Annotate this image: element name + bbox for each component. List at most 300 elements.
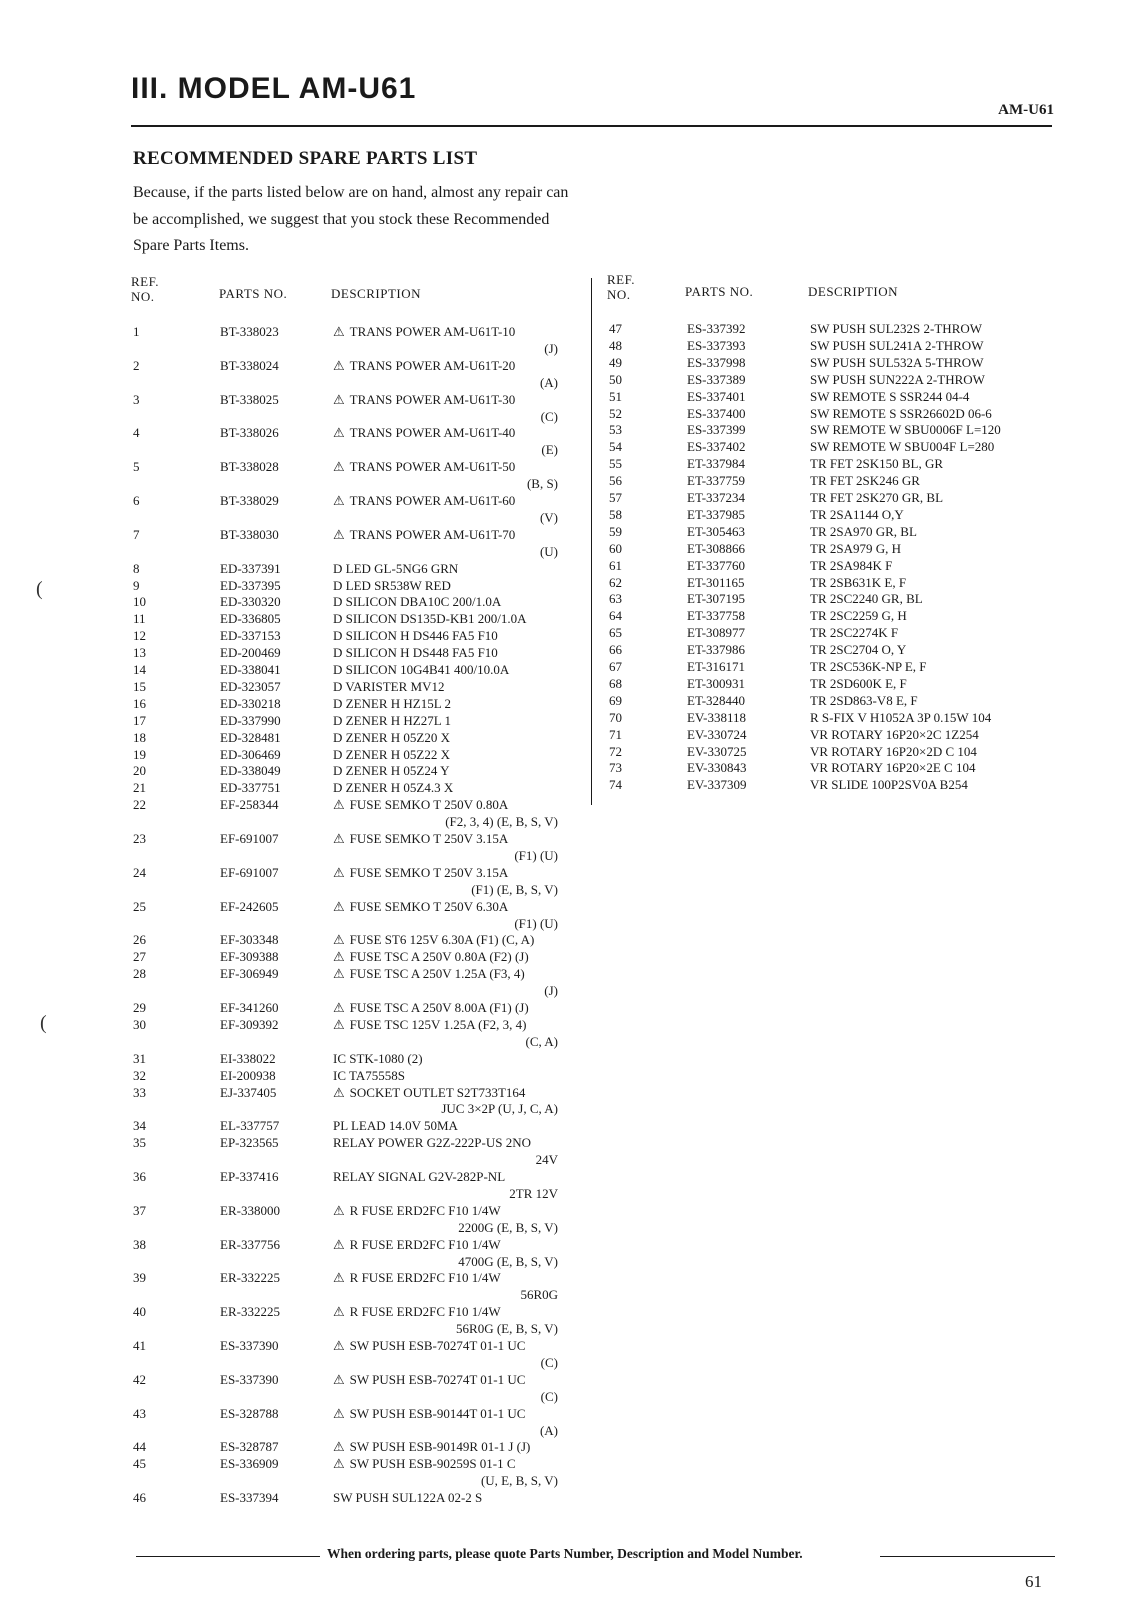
ref-no: 48 <box>609 337 622 353</box>
parts-no: ES-337390 <box>220 1338 279 1353</box>
description <box>333 1168 505 1185</box>
description-text: D SILICON H DS446 FA5 F10 <box>333 628 498 644</box>
description-continuation: (C) <box>540 1388 558 1404</box>
parts-no: ED-337751 <box>220 780 281 796</box>
page-number: 61 <box>1025 1572 1042 1591</box>
description-continuation: 56R0G (E, B, S, V) <box>456 1321 558 1337</box>
parts-no: EF-309388 <box>220 949 279 965</box>
description-text: R FUSE ERD2FC F10 1/4W <box>349 1202 501 1218</box>
table-row <box>0 540 1100 557</box>
parts-no: EF-303348 <box>220 932 279 948</box>
parts-no: EF-691007 <box>220 864 279 880</box>
description-text: D ZENER H 05Z4.3 X <box>333 780 454 796</box>
table-row <box>0 1269 600 1286</box>
warning-icon: ⚠ <box>333 797 345 813</box>
description: TR 2SD600K E, F <box>810 675 907 691</box>
ref-no: 51 <box>609 388 622 404</box>
parts-no: ES-337392 <box>687 321 746 336</box>
table-row <box>0 354 1100 371</box>
parts-no: ES-337399 <box>687 422 746 438</box>
parts-no: BT-338023 <box>220 324 279 339</box>
description-text: D ZENER H 05Z20 X <box>333 729 450 745</box>
parts-no: ES-337400 <box>687 405 746 421</box>
description-text: D ZENER H HZ27L 1 <box>333 712 451 728</box>
description <box>333 1269 501 1286</box>
parts-no: EF-691007 <box>220 831 279 846</box>
table-row <box>0 557 1100 574</box>
parts-no: ES-328788 <box>220 1405 279 1421</box>
table-row <box>0 1084 600 1101</box>
ref-no: 59 <box>609 523 622 539</box>
table-row <box>0 574 1100 591</box>
table-row <box>0 1168 600 1185</box>
ref-no: 26 <box>133 932 146 948</box>
table-row <box>0 1067 600 1084</box>
description-text: RELAY SIGNAL G2V-282P-NL <box>333 1169 506 1184</box>
header-ref-line2: NO. <box>607 287 631 302</box>
warning-icon: ⚠ <box>333 864 345 880</box>
table-row <box>0 405 1100 422</box>
description <box>333 965 525 982</box>
description: SW REMOTE W SBU004F L=280 <box>810 439 995 455</box>
description <box>333 796 508 813</box>
warning-icon: ⚠ <box>333 459 345 475</box>
ref-no: 7 <box>133 526 140 542</box>
description: VR SLIDE 100P2SV0A B254 <box>810 777 968 793</box>
ref-no: 55 <box>609 456 622 472</box>
table-row <box>0 1303 600 1320</box>
description-continuation: 24V <box>535 1152 558 1168</box>
description <box>333 1489 482 1506</box>
description-text: SW PUSH ESB-70274T 01-1 UC <box>349 1338 526 1353</box>
warning-icon: ⚠ <box>333 1371 345 1387</box>
ref-no: 15 <box>133 678 146 694</box>
description: R S-FIX V H1052A 3P 0.15W 104 <box>810 709 992 725</box>
warning-icon: ⚠ <box>333 1405 345 1421</box>
description: TR 2SA984K F <box>810 557 893 573</box>
warning-icon: ⚠ <box>333 1338 345 1353</box>
ref-no: 42 <box>133 1371 146 1387</box>
parts-no: EJ-337405 <box>220 1084 277 1100</box>
description <box>333 1016 527 1033</box>
parts-no: ED-337391 <box>220 560 281 576</box>
description-text: FUSE SEMKO T 250V 3.15A <box>349 831 509 846</box>
table-row <box>0 965 600 982</box>
description-continuation: (U) <box>539 543 558 559</box>
parts-no: ED-337990 <box>220 712 281 728</box>
parts-no: BT-338024 <box>220 357 279 373</box>
parts-no: ED-323057 <box>220 678 281 694</box>
table-row <box>0 1438 600 1455</box>
description-continuation: (C) <box>540 408 558 424</box>
description <box>333 948 529 965</box>
parts-no: BT-338028 <box>220 459 279 475</box>
description-text: TRANS POWER AM-U61T-60 <box>349 493 516 508</box>
parts-no: ET-307195 <box>687 591 746 607</box>
description-text: D ZENER H 05Z22 X <box>333 746 450 762</box>
description <box>333 1371 525 1388</box>
margin-mark: ( <box>40 1012 47 1034</box>
description-continuation: (C) <box>540 1354 558 1370</box>
description-text: RELAY POWER G2Z-222P-US 2NO <box>333 1135 532 1151</box>
ref-no: 61 <box>609 557 622 573</box>
table-row <box>0 796 600 813</box>
description-continuation: (A) <box>539 374 558 390</box>
parts-no: ED-338041 <box>220 662 281 677</box>
parts-no: EV-330724 <box>687 726 747 742</box>
warning-icon: ⚠ <box>333 526 345 542</box>
table-row <box>0 388 1100 405</box>
parts-no: ER-332225 <box>220 1304 280 1320</box>
description-continuation: (F1) (U) <box>514 915 558 931</box>
ref-no: 5 <box>133 459 140 475</box>
ref-no: 41 <box>133 1338 146 1353</box>
ref-no: 69 <box>609 692 622 708</box>
description-continuation: JUC 3×2P (U, J, C, A) <box>441 1101 558 1117</box>
description: TR 2SD863-V8 E, F <box>810 692 918 708</box>
description-text: FUSE TSC A 250V 1.25A (F3, 4) <box>349 966 525 982</box>
ref-no: 44 <box>133 1439 146 1455</box>
ref-no: 54 <box>609 439 622 455</box>
ref-no: 28 <box>133 966 146 982</box>
parts-no: BT-338029 <box>220 493 279 508</box>
warning-icon: ⚠ <box>333 357 345 373</box>
description: TR 2SB631K E, F <box>810 574 907 590</box>
ref-no: 18 <box>133 729 146 745</box>
ref-no: 10 <box>133 594 146 610</box>
description <box>333 999 529 1016</box>
table-row <box>0 658 1100 675</box>
description: SW REMOTE W SBU0006F L=120 <box>810 422 1001 438</box>
parts-no: EF-258344 <box>220 797 279 813</box>
ref-no: 24 <box>133 864 146 880</box>
parts-no: ES-337389 <box>687 371 746 387</box>
description-continuation: (J) <box>544 983 558 999</box>
header-ref-line2: NO. <box>131 289 155 304</box>
ref-no: 66 <box>609 642 622 658</box>
table-row <box>0 438 1100 455</box>
ref-no: 20 <box>133 763 146 779</box>
description-text: SW PUSH ESB-90259S 01-1 C <box>349 1456 516 1472</box>
description-text: IC STK-1080 (2) <box>333 1050 423 1066</box>
ref-no: 39 <box>133 1270 146 1286</box>
description: TR FET 2SK246 GR <box>810 473 920 489</box>
description-text: TRANS POWER AM-U61T-30 <box>349 391 516 407</box>
ref-no: 32 <box>133 1067 146 1083</box>
footer-note: When ordering parts, please quote Parts Number, Description and Model Number. <box>327 1546 803 1561</box>
description: VR ROTARY 16P20×2C 1Z254 <box>810 726 979 742</box>
parts-no: ER-332225 <box>220 1270 280 1286</box>
ref-no: 50 <box>609 371 622 387</box>
parts-no: EV-338118 <box>687 709 746 725</box>
ref-no: 64 <box>609 608 622 624</box>
description: TR 2SA1144 O,Y <box>810 506 904 522</box>
header-parts-no-left: PARTS NO. <box>219 286 288 301</box>
description: SW REMOTE S SSR244 04-4 <box>810 388 970 404</box>
table-row <box>0 1134 600 1151</box>
description <box>333 1337 525 1354</box>
description-continuation: 56R0G <box>520 1287 558 1303</box>
parts-no: BT-338030 <box>220 526 279 542</box>
table-row <box>0 455 1100 475</box>
ref-no: 6 <box>133 493 140 508</box>
description-text: FUSE ST6 125V 6.30A (F1) (C, A) <box>349 932 535 948</box>
parts-no: ET-337758 <box>687 608 746 624</box>
chapter-title: III. MODEL AM-U61 <box>131 72 417 105</box>
table-row <box>0 523 1100 540</box>
table-row <box>0 931 600 948</box>
ref-no: 34 <box>133 1118 146 1134</box>
table-row <box>0 489 1100 506</box>
warning-icon: ⚠ <box>333 493 345 508</box>
description-text: SW PUSH ESB-90149R 01-1 J (J) <box>349 1439 531 1455</box>
warning-icon: ⚠ <box>333 831 345 846</box>
description-text: D LED SR538W RED <box>333 577 451 593</box>
parts-no: ET-316171 <box>687 659 746 674</box>
parts-no: EV-330725 <box>687 743 747 759</box>
description <box>333 1438 530 1455</box>
parts-no: ES-328787 <box>220 1439 279 1455</box>
warning-icon: ⚠ <box>333 1016 345 1032</box>
description: SW PUSH SUL241A 2-THROW <box>810 337 984 353</box>
parts-no: ED-338049 <box>220 763 281 779</box>
description: VR ROTARY 16P20×2E C 104 <box>810 760 976 776</box>
description-text: SW PUSH SUL122A 02-2 S <box>333 1490 483 1506</box>
description: SW PUSH SUN222A 2-THROW <box>810 371 985 387</box>
description: SW PUSH SUL232S 2-THROW <box>810 321 983 336</box>
ref-no: 29 <box>133 1000 146 1015</box>
ref-no: 71 <box>609 726 622 742</box>
description-text: D VARISTER MV12 <box>333 678 445 694</box>
ref-no: 45 <box>133 1456 146 1472</box>
ref-no: 4 <box>133 425 140 441</box>
description-continuation: (F2, 3, 4) (E, B, S, V) <box>445 814 558 830</box>
parts-no: ES-336909 <box>220 1456 279 1472</box>
parts-no: ET-305463 <box>687 523 746 539</box>
table-row <box>0 1371 600 1388</box>
description-text: FUSE TSC A 250V 0.80A (F2) (J) <box>349 949 529 965</box>
parts-no: ET-337234 <box>687 490 746 505</box>
warning-icon: ⚠ <box>333 391 345 407</box>
parts-no: ED-336805 <box>220 611 281 627</box>
description-text: R FUSE ERD2FC F10 1/4W <box>349 1270 501 1286</box>
ref-no: 70 <box>609 709 622 725</box>
parts-no: ES-337390 <box>220 1371 279 1387</box>
model-tag: AM-U61 <box>998 102 1054 118</box>
table-row <box>0 1202 600 1219</box>
parts-no: ET-337985 <box>687 506 746 522</box>
description-text: FUSE SEMKO T 250V 6.30A <box>349 898 509 914</box>
table-row <box>0 1489 600 1506</box>
description-continuation: 4700G (E, B, S, V) <box>458 1253 558 1269</box>
description-text: TRANS POWER AM-U61T-40 <box>349 425 516 441</box>
description-text: FUSE SEMKO T 250V 3.15A <box>349 864 509 880</box>
table-row <box>0 506 1100 523</box>
ref-no: 22 <box>133 797 146 813</box>
table-row <box>0 337 1100 354</box>
warning-icon: ⚠ <box>333 1439 345 1455</box>
ref-no: 16 <box>133 695 146 711</box>
parts-no: EF-242605 <box>220 898 279 914</box>
table-row <box>0 898 600 915</box>
parts-no: BT-338025 <box>220 391 279 407</box>
description-continuation: (V) <box>539 509 558 525</box>
parts-no: ES-337401 <box>687 388 746 404</box>
table-row <box>0 1455 600 1472</box>
parts-no: EL-337757 <box>220 1118 280 1134</box>
description: SW PUSH SUL532A 5-THROW <box>810 354 984 370</box>
description-continuation: (F1) (E, B, S, V) <box>471 881 558 897</box>
parts-no: ET-301165 <box>687 574 745 590</box>
description <box>333 1202 501 1219</box>
ref-no: 12 <box>133 628 146 644</box>
description-text: D SILICON 10G4B41 400/10.0A <box>333 662 510 677</box>
parts-no: ED-306469 <box>220 746 281 762</box>
table-row <box>0 726 1100 743</box>
description-text: SW PUSH ESB-90144T 01-1 UC <box>349 1405 526 1421</box>
table-row <box>0 371 1100 388</box>
warning-icon: ⚠ <box>333 1270 345 1286</box>
parts-no: ED-330218 <box>220 695 281 711</box>
table-row <box>0 776 1100 796</box>
description-text: TRANS POWER AM-U61T-20 <box>349 357 516 373</box>
parts-no: ET-337984 <box>687 456 746 472</box>
parts-no: EF-309392 <box>220 1016 279 1032</box>
ref-no: 3 <box>133 391 140 407</box>
parts-no: ET-308977 <box>687 625 746 641</box>
table-row <box>0 675 1100 692</box>
ref-no: 53 <box>609 422 622 438</box>
ref-no: 43 <box>133 1405 146 1421</box>
table-row <box>0 1050 600 1067</box>
ref-no: 1 <box>133 324 140 339</box>
ref-no: 27 <box>133 949 146 965</box>
footer-rule-left <box>136 1556 320 1557</box>
parts-no: EF-306949 <box>220 966 279 982</box>
ref-no: 30 <box>133 1016 146 1032</box>
ref-no: 13 <box>133 645 146 661</box>
header-ref-left <box>131 274 159 304</box>
description-text: D SILICON DBA10C 200/1.0A <box>333 594 502 610</box>
description <box>333 1067 405 1084</box>
table-row <box>0 692 1100 709</box>
table-row <box>0 830 600 847</box>
ref-no: 46 <box>133 1490 146 1506</box>
ref-no: 31 <box>133 1050 146 1066</box>
parts-no: ET-337760 <box>687 557 746 573</box>
ref-no: 19 <box>133 746 146 762</box>
parts-no: EI-200938 <box>220 1067 276 1083</box>
description-text: SOCKET OUTLET S2T733T164 <box>349 1084 526 1100</box>
ref-no: 62 <box>609 574 622 590</box>
parts-no: EF-341260 <box>220 1000 279 1015</box>
description <box>333 1134 531 1151</box>
description: TR 2SC2274K F <box>810 625 899 641</box>
description-text: R FUSE ERD2FC F10 1/4W <box>349 1304 501 1320</box>
ref-no: 40 <box>133 1304 146 1320</box>
description <box>333 1050 423 1067</box>
ref-no: 17 <box>133 712 146 728</box>
parts-no: ES-337402 <box>687 439 746 455</box>
parts-no: ES-337393 <box>687 337 746 353</box>
description <box>333 1303 501 1320</box>
parts-no: ET-300931 <box>687 675 746 691</box>
ref-no: 63 <box>609 591 622 607</box>
ref-no: 47 <box>609 321 622 336</box>
warning-icon: ⚠ <box>333 966 345 982</box>
description: TR 2SA970 GR, BL <box>810 523 917 539</box>
ref-no: 33 <box>133 1084 146 1100</box>
parts-no: ES-337394 <box>220 1490 279 1506</box>
description: TR 2SA979 G, H <box>810 540 902 556</box>
description <box>333 898 508 915</box>
description <box>333 830 508 847</box>
ref-no: 74 <box>609 777 622 793</box>
parts-no: ED-337153 <box>220 628 281 644</box>
description-text: FUSE SEMKO T 250V 0.80A <box>349 797 509 813</box>
table-row <box>0 421 1100 441</box>
table-row <box>0 948 600 965</box>
description: TR FET 2SK150 BL, GR <box>810 456 944 472</box>
table-row <box>0 624 1100 644</box>
parts-no: ES-337998 <box>687 354 746 370</box>
ref-no: 35 <box>133 1135 146 1151</box>
description-text: TRANS POWER AM-U61T-70 <box>349 526 516 542</box>
parts-no: ED-337395 <box>220 577 281 593</box>
table-row <box>0 759 1100 779</box>
table-row <box>0 590 1100 610</box>
parts-no: ER-337756 <box>220 1236 280 1252</box>
footer-rule-right <box>880 1556 1055 1557</box>
ref-no: 60 <box>609 540 622 556</box>
description <box>333 1455 516 1472</box>
parts-no: ED-200469 <box>220 645 281 661</box>
parts-no: ED-330320 <box>220 594 281 610</box>
table-row <box>0 1337 600 1354</box>
description-continuation: (F1) (U) <box>514 847 558 863</box>
description-text: R FUSE ERD2FC F10 1/4W <box>349 1236 501 1252</box>
ref-no: 25 <box>133 898 146 914</box>
parts-no: EV-337309 <box>687 777 747 793</box>
warning-icon: ⚠ <box>333 932 345 948</box>
ref-no: 38 <box>133 1236 146 1252</box>
table-row <box>0 607 1100 627</box>
parts-no: EV-330843 <box>687 760 747 776</box>
parts-no: ET-308866 <box>687 540 746 556</box>
header-rule <box>131 125 1052 127</box>
warning-icon: ⚠ <box>333 1202 345 1218</box>
header-ref-line1: REF. <box>131 274 160 289</box>
ref-no: 21 <box>133 780 146 796</box>
table-row <box>0 320 1100 337</box>
warning-icon: ⚠ <box>333 1304 345 1320</box>
description-continuation: (A) <box>539 1422 558 1438</box>
warning-icon: ⚠ <box>333 949 345 965</box>
description-continuation: 2TR 12V <box>509 1185 558 1201</box>
parts-no: ET-328440 <box>687 692 746 708</box>
description <box>333 1405 525 1422</box>
description-text: D ZENER H 05Z24 Y <box>333 763 450 779</box>
parts-no: ET-337759 <box>687 473 746 489</box>
description-text: D SILICON DS135D-KB1 200/1.0A <box>333 611 527 627</box>
description-text: D LED GL-5NG6 GRN <box>333 560 459 576</box>
description: TR 2SC2704 O, Y <box>810 642 907 658</box>
warning-icon: ⚠ <box>333 425 345 441</box>
description: TR 2SC2259 G, H <box>810 608 907 624</box>
ref-no: 2 <box>133 357 140 373</box>
description: VR ROTARY 16P20×2D C 104 <box>810 743 977 759</box>
margin-mark: ( <box>36 578 43 600</box>
